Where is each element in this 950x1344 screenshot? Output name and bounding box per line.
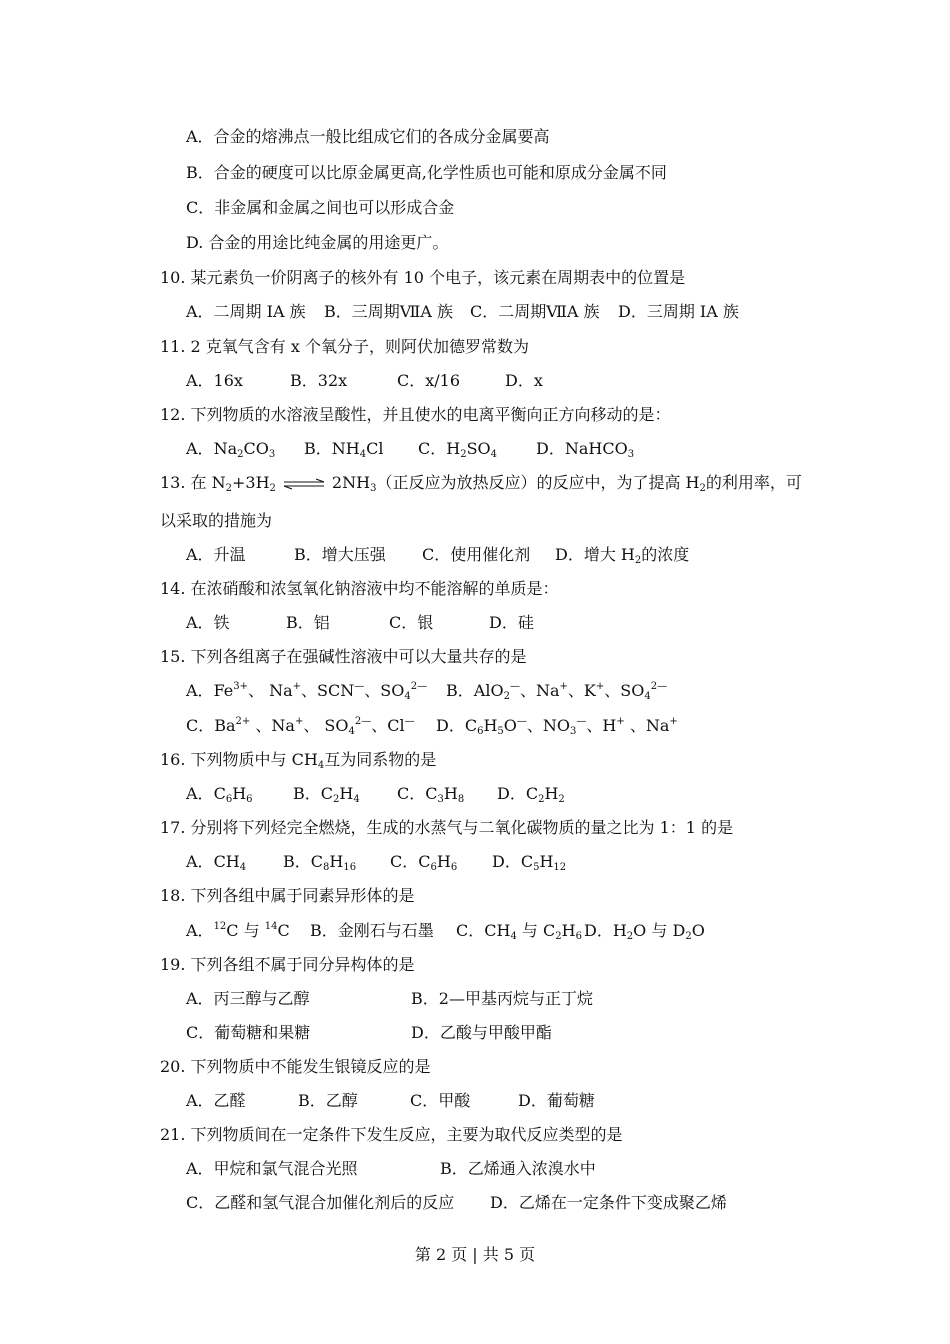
q11-stem: 11. 2 克氧气含有 x 个氧分子，则阿伏加德罗常数为 (160, 337, 529, 356)
q19-options-ab (186, 988, 593, 1010)
q15-options-cd (186, 715, 678, 737)
q10-option-a: A．二周期 IA 族 (186, 302, 306, 321)
q13-stem: 13. 在 $N_2+3H_2$ $2NH_3$（正反应为放热反应）的反应中，为了提高 $H_2$的利用率，可 (160, 473, 802, 494)
q19-options-cd (186, 1022, 552, 1044)
q17-options (186, 851, 566, 873)
equilibrium-arrow-icon (282, 478, 326, 490)
q18-options (186, 920, 705, 942)
q11-option-b: B．32x (290, 371, 348, 390)
page-footer: 第 2 页 | 共 5 页 (414, 1245, 536, 1264)
q9-option-c: C．非金属和金属之间也可以形成合金 (186, 198, 455, 217)
q17-option-a: A．$CH_4$ (186, 852, 247, 873)
q10-option-d: D．三周期 IA 族 (618, 302, 739, 321)
q14-options (186, 612, 534, 634)
q14-option-a: A．铁 (186, 613, 230, 632)
q17-option-b: B．$C_8H_{16}$ (283, 852, 357, 873)
q19-stem: 19. 下列各组不属于同分异构体的是 (160, 955, 415, 974)
q18-option-c: C．$CH_4$ 与 $C_2H_6$ (456, 921, 582, 942)
q11-option-c: C．x/16 (397, 371, 461, 390)
q16-option-d: D．$C_2H_2$ (497, 784, 565, 805)
q10-option-b: B．三周期ⅦA 族 (324, 302, 454, 321)
q13-options (186, 544, 689, 566)
q18-option-b: B．金刚石与石墨 (310, 921, 434, 940)
q16-stem: 16. 下列物质中与 $CH_4$互为同系物的是 (160, 750, 437, 771)
q20-option-b: B．乙醇 (298, 1091, 358, 1110)
q13-stem-continued: 以采取的措施为 (160, 511, 273, 530)
q9-option-b: B．合金的硬度可以比原金属更高,化学性质也可能和原成分金属不同 (186, 163, 667, 182)
q19-option-a: A．丙三醇与乙醇 (186, 989, 310, 1008)
q15-option-c: C．$Ba^{2+}$ 、Na+、 $SO_4^{2—}$、Cl— (186, 716, 415, 737)
q19-option-b: B．2—甲基丙烷与正丁烷 (411, 989, 593, 1008)
q20-options (186, 1090, 595, 1112)
q10-stem: 10. 某元素负一价阴离子的核外有 10 个电子，该元素在周期表中的位置是 (160, 268, 686, 287)
q20-option-a: A．乙醛 (186, 1091, 246, 1110)
q21-option-d: D．乙烯在一定条件下变成聚乙烯 (490, 1193, 727, 1212)
q15-option-d: D．$C_6H_5O^—$、$NO_3^—$、H+ 、Na+ (436, 716, 678, 737)
q17-option-c: C．$C_6H_6$ (390, 852, 458, 873)
q11-option-d: D．x (505, 371, 543, 390)
q12-option-c: C．$H_2SO_4$ (418, 439, 498, 460)
q21-options-ab (186, 1158, 596, 1180)
q21-option-b: B．乙烯通入浓溴水中 (440, 1159, 596, 1178)
q10-option-c: C．二周期ⅦA 族 (470, 302, 600, 321)
q12-option-a: A．$Na_2CO_3$ (186, 439, 276, 460)
q21-stem: 21. 下列物质间在一定条件下发生反应，主要为取代反应类型的是 (160, 1125, 623, 1144)
q13-option-b: B．增大压强 (294, 545, 386, 564)
q17-stem: 17. 分别将下列烃完全燃烧，生成的水蒸气与二氧化碳物质的量之比为 1：1 的是 (160, 818, 734, 837)
q20-option-c: C．甲酸 (410, 1091, 471, 1110)
q9-option-d: D. 合金的用途比纯金属的用途更广。 (186, 233, 449, 252)
q15-option-b: B．AlO$_2$—、Na+、K+、$SO_4^{2—}$ (446, 681, 668, 702)
q21-option-c: C．乙醛和氢气混合加催化剂后的反应 (186, 1193, 455, 1212)
q19-option-c: C．葡萄糖和果糖 (186, 1023, 311, 1042)
q21-option-a: A．甲烷和氯气混合光照 (186, 1159, 358, 1178)
q15-stem: 15. 下列各组离子在强碱性溶液中可以大量共存的是 (160, 647, 527, 666)
q12-option-d: D．NaHCO$_3$ (536, 439, 635, 460)
q14-stem: 14. 在浓硝酸和浓氢氧化钠溶液中均不能溶解的单质是： (160, 579, 559, 598)
q15-option-a: A．$Fe^{3+}$、 Na+、SCN—、$SO_4^{2—}$ (186, 681, 428, 702)
q16-options (186, 783, 565, 805)
q16-option-b: B．$C_2H_4$ (293, 784, 360, 805)
q11-options (186, 370, 543, 392)
q19-option-d: D．乙酸与甲酸甲酯 (411, 1023, 552, 1042)
q16-option-a: A．$C_6H_6$ (186, 784, 253, 805)
q14-option-b: B．铝 (286, 613, 330, 632)
q13-option-d: D．增大 $H_2$的浓度 (555, 545, 690, 566)
q14-option-c: C．银 (389, 613, 434, 632)
q16-option-c: C．$C_3H_8$ (397, 784, 465, 805)
q13-option-c: C．使用催化剂 (422, 545, 531, 564)
q13-option-a: A．升温 (186, 545, 246, 564)
q18-option-d: D．$H_2O$ 与 $D_2O$ (584, 921, 705, 942)
q15-options-ab (186, 680, 667, 702)
q12-options (186, 438, 634, 460)
q12-option-b: B．$NH_4Cl$ (304, 439, 384, 460)
q20-option-d: D．葡萄糖 (518, 1091, 595, 1110)
q12-stem: 12. 下列物质的水溶液呈酸性，并且使水的电离平衡向正方向移动的是： (160, 405, 671, 424)
q11-option-a: A．16x (186, 371, 243, 390)
q10-options (186, 301, 739, 323)
q17-option-d: D．$C_5H_{12}$ (492, 852, 567, 873)
q14-option-d: D．硅 (489, 613, 534, 632)
q18-option-a: A．$^{12}$C 与 $^{14}$C (186, 921, 290, 940)
q18-stem: 18. 下列各组中属于同素异形体的是 (160, 886, 415, 905)
q20-stem: 20. 下列物质中不能发生银镜反应的是 (160, 1057, 431, 1076)
q21-options-cd (186, 1192, 727, 1214)
q9-option-a: A．合金的熔沸点一般比组成它们的各成分金属要高 (186, 127, 550, 146)
